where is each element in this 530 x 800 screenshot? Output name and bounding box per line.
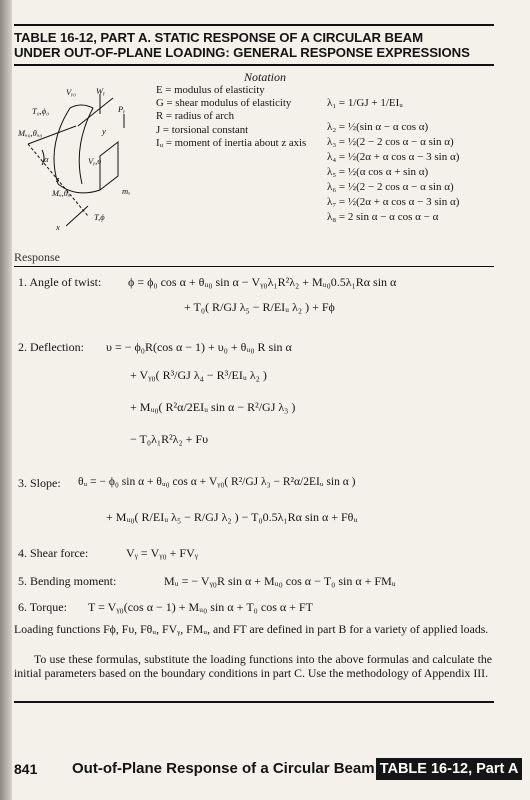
beam-arc-end-box: [100, 142, 118, 190]
label-mz0: Mᵤ₀,θᵤ₀: [18, 128, 43, 138]
lambda-8: λ₈ = 2 sin α − α cos α − α: [327, 211, 439, 223]
label-t-phi: T,ϕ: [94, 212, 105, 222]
loading-functions-note: Loading functions Fϕ, Fυ, Fθᵤ, FVᵧ, FMᵤ, and FT are defined in part B for a variety of applied loads.: [14, 622, 489, 636]
twist-equation-line-1: ϕ = ϕ₀ cos α + θᵤ₀ sin α − Vᵧ₀λ₁R²λ₂ + Mᵤ₀0.5λ₁Rα sin α: [128, 275, 397, 289]
page-footer: [14, 758, 518, 780]
response-label-torque: 6. Torque:: [18, 600, 67, 614]
response-rule: [14, 266, 494, 267]
label-alpha: α: [44, 154, 49, 164]
definition-g: G = shear modulus of elasticity: [156, 97, 292, 110]
label-mz-theta: Mᵤ,θᵤ: [52, 188, 71, 198]
response-label-deflection: 2. Deflection:: [18, 340, 84, 354]
label-py: Pᵧ: [118, 104, 126, 114]
book-spine-shadow: [0, 0, 12, 800]
definition-iz: Iᵤ = moment of inertia about z axis: [156, 136, 307, 149]
lambda-4: λ₄ = ½(2α + α cos α − 3 sin α): [327, 151, 460, 163]
lambda-7: λ₇ = ½(2α + α cos α − 3 sin α): [327, 196, 460, 208]
deflection-equation-line-1: υ = − ϕ₀R(cos α − 1) + υ₀ + θᵤ₀ R sin α: [106, 340, 292, 354]
torque-equation: T = Vᵧ₀(cos α − 1) + Mᵤ₀ sin α + T₀ cos α + FT: [88, 600, 313, 614]
deflection-equation-line-3: + Mᵤ₀( R²α/2EIᵤ sin α − R²/GJ λ₃ ): [130, 400, 296, 414]
lambda-5: λ₅ = ½(α cos α + sin α): [327, 166, 429, 178]
lambda-definitions: [327, 86, 459, 225]
label-x: x: [56, 222, 60, 232]
response-label-slope: 3. Slope:: [18, 476, 61, 490]
running-title: Out-of-Plane Response of a Circular Beam: [72, 760, 375, 777]
label-vy0: Vᵧ₀: [66, 87, 77, 97]
response-heading: Response: [14, 250, 60, 264]
label-mx: mₓ: [122, 186, 131, 196]
top-rule: [14, 24, 494, 26]
beam-arc-outer: [54, 108, 70, 184]
slope-equation-line-2: + Mᵤ₀( R/EIᵤ λ₅ − R/GJ λ₂ ) − T₀0.5λ₁Rα sin α + Fθᵤ: [106, 510, 358, 524]
usage-note: To use these formulas, substitute the loading functions into the above formulas and calculate the initial parameters based on the boundary conditions in part C. Use the methodology of Appendix III.: [14, 652, 492, 680]
beam-diagram: [18, 86, 153, 234]
page-number: 841: [14, 761, 38, 777]
footer-table-tab: TABLE 16-12, Part A: [376, 758, 522, 780]
table-title-line-1: TABLE 16-12, PART A. STATIC RESPONSE OF A CIRCULAR BEAM: [14, 30, 423, 45]
response-label-twist: 1. Angle of twist:: [18, 275, 102, 289]
notation-heading: Notation: [243, 70, 286, 84]
x-axis: [66, 206, 88, 226]
lambda-1: λ₁ = 1/GJ + 1/EIᵤ: [327, 97, 403, 109]
lambda-6: λ₆ = ½(2 − 2 cos α − α sin α): [327, 181, 454, 193]
deflection-equation-line-4: − T₀λ₁R²λ₂ + Fυ: [130, 432, 209, 446]
table-title: [14, 30, 494, 60]
table-title-line-2: UNDER OUT-OF-PLANE LOADING: GENERAL RESPONSE EXPRESSIONS: [14, 45, 470, 60]
label-vy-v: Vᵧ,υ: [88, 156, 102, 166]
shear-equation: Vᵧ = Vᵧ₀ + FVᵧ: [126, 546, 198, 560]
definition-r: R = radius of arch: [156, 110, 235, 123]
slope-equation-line-1: θᵤ = − ϕ₀ sin α + θᵤ₀ cos α + Vᵧ₀( R²/GJ λ₃ − R²α/2EIᵤ sin α ): [78, 476, 356, 488]
twist-equation-line-2: + T₀( R/GJ λ₅ − R/EIᵤ λ₂ ) + Fϕ: [184, 300, 335, 314]
response-label-shear: 4. Shear force:: [18, 546, 89, 560]
y-axis: [78, 98, 113, 126]
title-underline: [14, 64, 494, 66]
moment-equation: Mᵤ = − Vᵧ₀R sin α + Mᵤ₀ cos α − T₀ sin α + FMᵤ: [164, 574, 396, 588]
definition-j: J = torsional constant: [156, 123, 249, 136]
label-y: y: [102, 126, 106, 136]
response-label-moment: 5. Bending moment:: [18, 574, 117, 588]
notation-definitions: [156, 84, 306, 150]
lambda-2: λ₂ = ½(sin α − α cos α): [327, 121, 429, 133]
deflection-equation-line-2: + Vᵧ₀( R³/GJ λ₄ − R³/EIᵤ λ₂ ): [130, 368, 267, 382]
label-wy: Wᵧ: [96, 86, 106, 96]
label-t0-phi0: T₀,ϕ₀: [32, 106, 50, 116]
bottom-rule: [14, 701, 494, 703]
label-z: z: [56, 174, 60, 184]
definition-e: E = modulus of elasticity: [156, 84, 265, 96]
beam-arc-top: [70, 105, 93, 108]
lambda-3: λ₃ = ½(2 − 2 cos α − α sin α): [327, 136, 454, 148]
